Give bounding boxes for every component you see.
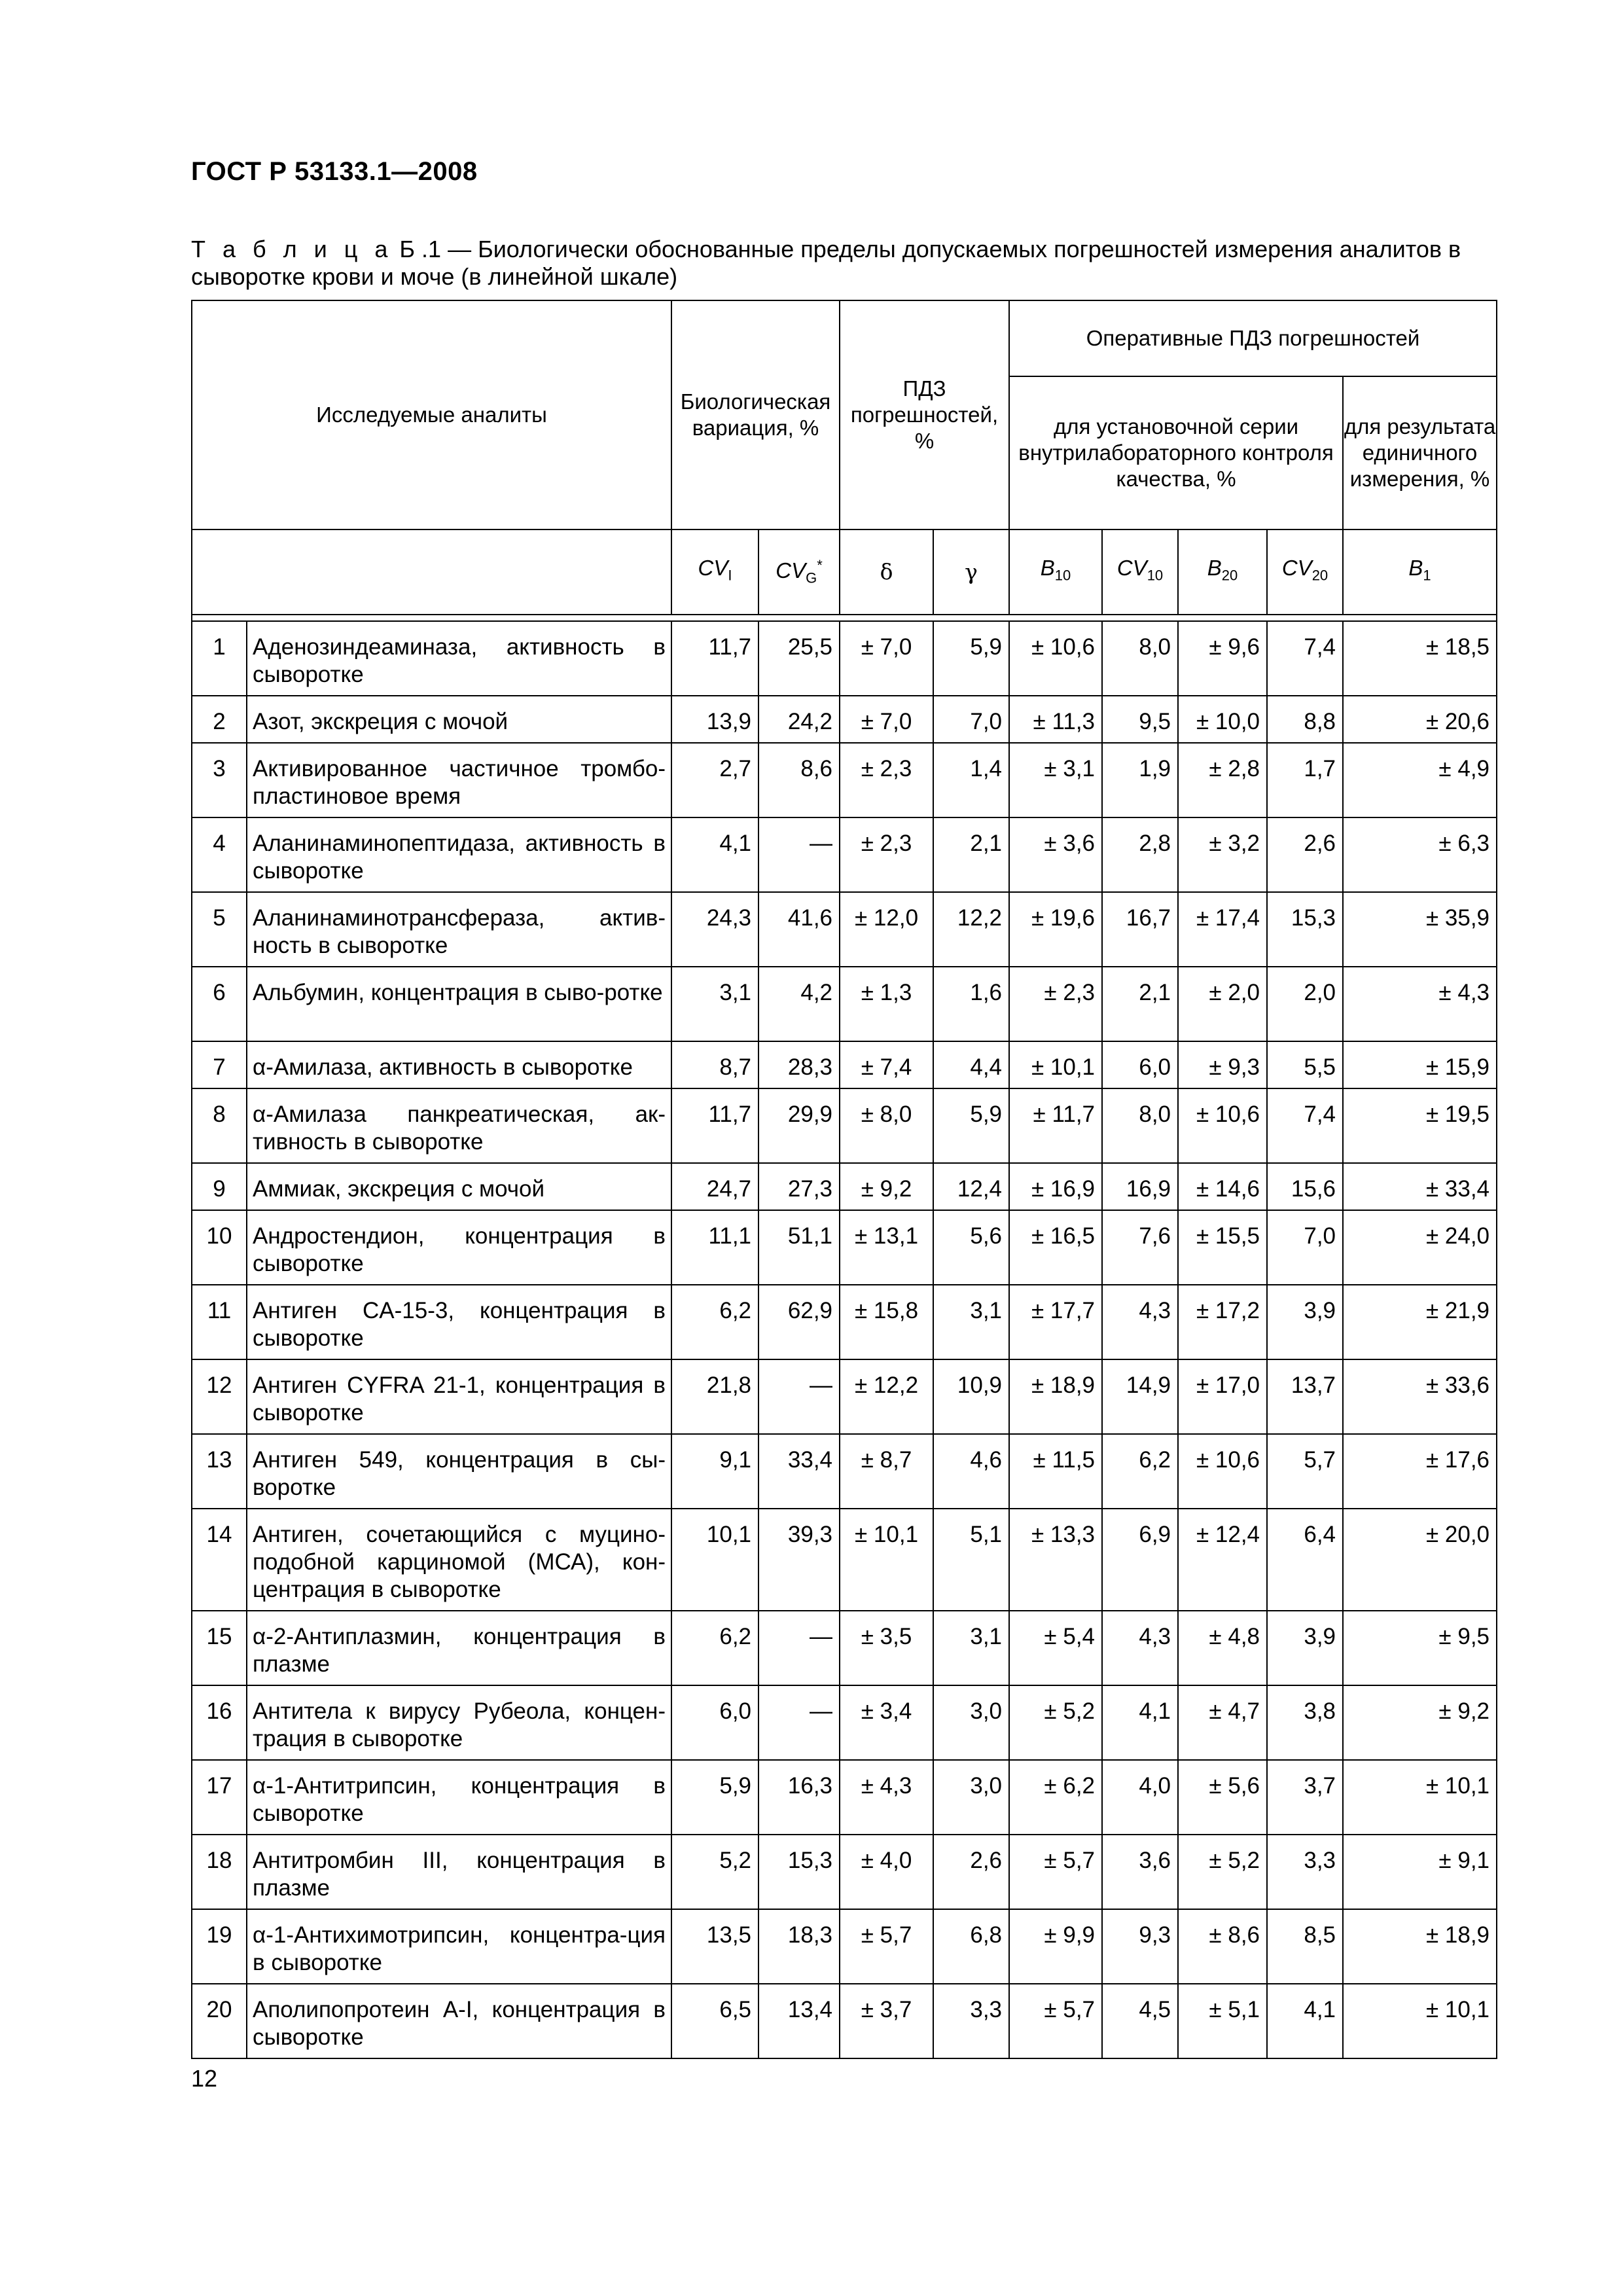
- delta-value: ± 9,2: [840, 1163, 933, 1210]
- b20-value: ± 17,4: [1178, 892, 1267, 967]
- b20-value: ± 10,0: [1178, 696, 1267, 743]
- delta-value: ± 5,7: [840, 1909, 933, 1984]
- delta-value: ± 12,2: [840, 1359, 933, 1434]
- caption-text: — Биологически обоснованные пределы допускаемых погрешностей измерения аналитов в сыворотке крови и моче (в линейной шкале): [191, 236, 1461, 290]
- b1-value: ± 24,0: [1343, 1210, 1497, 1285]
- b20-value: ± 3,2: [1178, 817, 1267, 892]
- b20-value: ± 17,0: [1178, 1359, 1267, 1434]
- cv-g-value: 24,2: [758, 696, 840, 743]
- caption-prefix: Т а б л и ц а: [191, 236, 393, 262]
- table-row: [192, 1685, 1497, 1760]
- gamma-value: 4,6: [933, 1434, 1009, 1509]
- b20-value: ± 2,8: [1178, 743, 1267, 817]
- analyte-name: Азот, экскреция с мочой: [247, 696, 671, 743]
- b20-value: ± 9,3: [1178, 1041, 1267, 1088]
- cv-i-value: 13,9: [671, 696, 758, 743]
- cv20-value: 3,8: [1267, 1685, 1343, 1760]
- cv-g-value: —: [758, 1685, 840, 1760]
- analyte-name: Андростендион, концентрация в сыворотке: [247, 1210, 671, 1285]
- analyte-name: Аполипопротеин А-I, концентрация в сыворотке: [247, 1984, 671, 2058]
- analyte-name: Антиген CA-15-3, концентрация в сыворотке: [247, 1285, 671, 1359]
- cv20-value: 2,6: [1267, 817, 1343, 892]
- header-operative: Оперативные ПДЗ погрешностей: [1009, 300, 1497, 376]
- delta-value: ± 7,0: [840, 621, 933, 696]
- b10-value: ± 16,5: [1009, 1210, 1102, 1285]
- cv20-value: 15,6: [1267, 1163, 1343, 1210]
- delta-value: ± 2,3: [840, 817, 933, 892]
- cv20-value: 7,4: [1267, 621, 1343, 696]
- cv10-value: 6,9: [1102, 1509, 1178, 1611]
- b10-value: ± 9,9: [1009, 1909, 1102, 1984]
- cv10-value: 4,0: [1102, 1760, 1178, 1835]
- delta-value: ± 2,3: [840, 743, 933, 817]
- analytes-table: [191, 300, 1497, 2059]
- symbol-cv10: $CV_{10}$: [1102, 529, 1178, 615]
- header-symbol-blank: [192, 529, 671, 615]
- b10-value: ± 19,6: [1009, 892, 1102, 967]
- gamma-value: 1,6: [933, 967, 1009, 1041]
- gamma-value: 4,4: [933, 1041, 1009, 1088]
- cv20-value: 1,7: [1267, 743, 1343, 817]
- table-body: [192, 621, 1497, 2058]
- cv-g-value: 41,6: [758, 892, 840, 967]
- analyte-name: α-Амилаза, активность в сыворотке: [247, 1041, 671, 1088]
- b10-value: ± 2,3: [1009, 967, 1102, 1041]
- b20-value: ± 14,6: [1178, 1163, 1267, 1210]
- b10-value: ± 3,6: [1009, 817, 1102, 892]
- row-number: 5: [192, 892, 247, 967]
- cv-g-value: 25,5: [758, 621, 840, 696]
- table-row: [192, 1359, 1497, 1434]
- gamma-value: 10,9: [933, 1359, 1009, 1434]
- analyte-name: α-1-Антитрипсин, концентрация в сыворотке: [247, 1760, 671, 1835]
- delta-value: ± 12,0: [840, 892, 933, 967]
- table-row: [192, 1611, 1497, 1685]
- cv10-value: 2,1: [1102, 967, 1178, 1041]
- b1-value: ± 18,9: [1343, 1909, 1497, 1984]
- table-row: [192, 1434, 1497, 1509]
- table-row: [192, 1835, 1497, 1909]
- table-row: [192, 1041, 1497, 1088]
- cv-g-value: 62,9: [758, 1285, 840, 1359]
- cv10-value: 16,7: [1102, 892, 1178, 967]
- row-number: 7: [192, 1041, 247, 1088]
- row-number: 20: [192, 1984, 247, 2058]
- row-number: 4: [192, 817, 247, 892]
- delta-value: ± 3,7: [840, 1984, 933, 2058]
- cv-g-value: —: [758, 1611, 840, 1685]
- cv20-value: 8,5: [1267, 1909, 1343, 1984]
- header-single: для результата единичного измерения, %: [1343, 376, 1497, 529]
- b20-value: ± 12,4: [1178, 1509, 1267, 1611]
- b1-value: ± 19,5: [1343, 1088, 1497, 1163]
- b1-value: ± 33,6: [1343, 1359, 1497, 1434]
- gamma-value: 2,1: [933, 817, 1009, 892]
- cv-i-value: 6,0: [671, 1685, 758, 1760]
- cv-i-value: 5,2: [671, 1835, 758, 1909]
- cv20-value: 4,1: [1267, 1984, 1343, 2058]
- b1-value: ± 4,9: [1343, 743, 1497, 817]
- b1-value: ± 4,3: [1343, 967, 1497, 1041]
- delta-value: ± 15,8: [840, 1285, 933, 1359]
- cv10-value: 6,0: [1102, 1041, 1178, 1088]
- delta-value: ± 10,1: [840, 1509, 933, 1611]
- table-row: [192, 1909, 1497, 1984]
- b1-value: ± 21,9: [1343, 1285, 1497, 1359]
- symbol-b10: $B_{10}$: [1009, 529, 1102, 615]
- cv-g-value: —: [758, 817, 840, 892]
- b1-value: ± 9,2: [1343, 1685, 1497, 1760]
- cv-i-value: 6,2: [671, 1285, 758, 1359]
- cv10-value: 8,0: [1102, 1088, 1178, 1163]
- cv20-value: 7,4: [1267, 1088, 1343, 1163]
- row-number: 14: [192, 1509, 247, 1611]
- cv20-value: 3,3: [1267, 1835, 1343, 1909]
- page-number: 12: [191, 2065, 218, 2092]
- b1-value: ± 10,1: [1343, 1984, 1497, 2058]
- symbol-gamma: γ: [933, 529, 1009, 615]
- gamma-value: 2,6: [933, 1835, 1009, 1909]
- delta-value: ± 8,0: [840, 1088, 933, 1163]
- row-number: 9: [192, 1163, 247, 1210]
- cv20-value: 5,7: [1267, 1434, 1343, 1509]
- cv10-value: 4,3: [1102, 1611, 1178, 1685]
- b1-value: ± 35,9: [1343, 892, 1497, 967]
- table-row: [192, 967, 1497, 1041]
- row-number: 13: [192, 1434, 247, 1509]
- analyte-name: Аммиак, экскреция с мочой: [247, 1163, 671, 1210]
- b1-value: ± 10,1: [1343, 1760, 1497, 1835]
- b1-value: ± 6,3: [1343, 817, 1497, 892]
- gamma-value: 12,4: [933, 1163, 1009, 1210]
- delta-value: ± 13,1: [840, 1210, 933, 1285]
- cv20-value: 8,8: [1267, 696, 1343, 743]
- gamma-value: 7,0: [933, 696, 1009, 743]
- row-number: 18: [192, 1835, 247, 1909]
- cv20-value: 15,3: [1267, 892, 1343, 967]
- row-number: 17: [192, 1760, 247, 1835]
- gamma-value: 1,4: [933, 743, 1009, 817]
- gamma-value: 3,1: [933, 1285, 1009, 1359]
- b1-value: ± 33,4: [1343, 1163, 1497, 1210]
- cv-i-value: 21,8: [671, 1359, 758, 1434]
- row-number: 16: [192, 1685, 247, 1760]
- b10-value: ± 11,7: [1009, 1088, 1102, 1163]
- cv-i-value: 3,1: [671, 967, 758, 1041]
- b20-value: ± 5,6: [1178, 1760, 1267, 1835]
- symbol-b1: $B_1$: [1343, 529, 1497, 615]
- delta-value: ± 4,3: [840, 1760, 933, 1835]
- b10-value: ± 6,2: [1009, 1760, 1102, 1835]
- b10-value: ± 13,3: [1009, 1509, 1102, 1611]
- b10-value: ± 10,6: [1009, 621, 1102, 696]
- cv-i-value: 6,5: [671, 1984, 758, 2058]
- analyte-name: α-2-Антиплазмин, концентрация в плазме: [247, 1611, 671, 1685]
- table-row: [192, 743, 1497, 817]
- analyte-name: Антитромбин III, концентрация в плазме: [247, 1835, 671, 1909]
- b10-value: ± 11,3: [1009, 696, 1102, 743]
- b20-value: ± 15,5: [1178, 1210, 1267, 1285]
- cv-i-value: 5,9: [671, 1760, 758, 1835]
- b10-value: ± 5,4: [1009, 1611, 1102, 1685]
- cv-i-value: 2,7: [671, 743, 758, 817]
- row-number: 2: [192, 696, 247, 743]
- analyte-name: α-Амилаза панкреатическая, ак-тивность в сыворотке: [247, 1088, 671, 1163]
- cv-g-value: 39,3: [758, 1509, 840, 1611]
- row-number: 12: [192, 1359, 247, 1434]
- b1-value: ± 9,1: [1343, 1835, 1497, 1909]
- table-row: [192, 1509, 1497, 1611]
- cv-i-value: 11,1: [671, 1210, 758, 1285]
- cv-i-value: 6,2: [671, 1611, 758, 1685]
- table-row: [192, 621, 1497, 696]
- analyte-name: Аденозиндеаминаза, активность в сыворотке: [247, 621, 671, 696]
- row-number: 1: [192, 621, 247, 696]
- cv-i-value: 24,3: [671, 892, 758, 967]
- delta-value: ± 3,4: [840, 1685, 933, 1760]
- cv10-value: 2,8: [1102, 817, 1178, 892]
- delta-value: ± 7,4: [840, 1041, 933, 1088]
- table-row: [192, 1088, 1497, 1163]
- row-number: 15: [192, 1611, 247, 1685]
- row-number: 8: [192, 1088, 247, 1163]
- analyte-name: Антитела к вирусу Рубеола, концен-трация в сыворотке: [247, 1685, 671, 1760]
- gamma-value: 12,2: [933, 892, 1009, 967]
- cv-g-value: 29,9: [758, 1088, 840, 1163]
- cv10-value: 9,3: [1102, 1909, 1178, 1984]
- cv-i-value: 8,7: [671, 1041, 758, 1088]
- b20-value: ± 10,6: [1178, 1434, 1267, 1509]
- table-row: [192, 892, 1497, 967]
- cv10-value: 1,9: [1102, 743, 1178, 817]
- cv-g-value: 15,3: [758, 1835, 840, 1909]
- b20-value: ± 2,0: [1178, 967, 1267, 1041]
- table-row: [192, 1163, 1497, 1210]
- gamma-value: 3,0: [933, 1685, 1009, 1760]
- delta-value: ± 8,7: [840, 1434, 933, 1509]
- gamma-value: 5,9: [933, 621, 1009, 696]
- cv-g-value: 4,2: [758, 967, 840, 1041]
- table-row: [192, 1760, 1497, 1835]
- analyte-name: Антиген CYFRA 21-1, концентрация в сыворотке: [247, 1359, 671, 1434]
- cv10-value: 7,6: [1102, 1210, 1178, 1285]
- cv10-value: 3,6: [1102, 1835, 1178, 1909]
- b10-value: ± 17,7: [1009, 1285, 1102, 1359]
- b1-value: ± 20,6: [1343, 696, 1497, 743]
- table-caption: [191, 236, 1493, 291]
- document-id: ГОСТ Р 53133.1—2008: [191, 157, 478, 186]
- b10-value: ± 5,7: [1009, 1835, 1102, 1909]
- analyte-name: Активированное частичное тромбо-пластиновое время: [247, 743, 671, 817]
- b20-value: ± 9,6: [1178, 621, 1267, 696]
- cv-g-value: 28,3: [758, 1041, 840, 1088]
- analyte-name: Аланинаминопептидаза, активность в сыворотке: [247, 817, 671, 892]
- b20-value: ± 5,2: [1178, 1835, 1267, 1909]
- cv20-value: 3,9: [1267, 1285, 1343, 1359]
- row-number: 19: [192, 1909, 247, 1984]
- b1-value: ± 17,6: [1343, 1434, 1497, 1509]
- cv10-value: 4,3: [1102, 1285, 1178, 1359]
- cv-g-value: 13,4: [758, 1984, 840, 2058]
- cv-i-value: 11,7: [671, 621, 758, 696]
- symbol-cv20: $CV_{20}$: [1267, 529, 1343, 615]
- delta-value: ± 1,3: [840, 967, 933, 1041]
- cv-g-value: 16,3: [758, 1760, 840, 1835]
- cv20-value: 3,7: [1267, 1760, 1343, 1835]
- symbol-cvi: $CV_I$: [671, 529, 758, 615]
- cv-i-value: 24,7: [671, 1163, 758, 1210]
- table-row: [192, 817, 1497, 892]
- cv20-value: 6,4: [1267, 1509, 1343, 1611]
- cv10-value: 9,5: [1102, 696, 1178, 743]
- b1-value: ± 20,0: [1343, 1509, 1497, 1611]
- b20-value: ± 10,6: [1178, 1088, 1267, 1163]
- row-number: 10: [192, 1210, 247, 1285]
- analyte-name: Антиген 549, концентрация в сы-воротке: [247, 1434, 671, 1509]
- gamma-value: 3,0: [933, 1760, 1009, 1835]
- symbol-cvg: $CV_G^*$: [758, 529, 840, 615]
- b1-value: ± 18,5: [1343, 621, 1497, 696]
- row-number: 3: [192, 743, 247, 817]
- table-row: [192, 1210, 1497, 1285]
- b20-value: ± 4,7: [1178, 1685, 1267, 1760]
- header-series: для установочной серии внутрилабораторного контроля качества, %: [1009, 376, 1343, 529]
- b1-value: ± 15,9: [1343, 1041, 1497, 1088]
- table-row: [192, 1984, 1497, 2058]
- cv-g-value: 33,4: [758, 1434, 840, 1509]
- cv-i-value: 9,1: [671, 1434, 758, 1509]
- gamma-value: 5,6: [933, 1210, 1009, 1285]
- cv10-value: 6,2: [1102, 1434, 1178, 1509]
- cv10-value: 8,0: [1102, 621, 1178, 696]
- b10-value: ± 5,7: [1009, 1984, 1102, 2058]
- cv-i-value: 13,5: [671, 1909, 758, 1984]
- b10-value: ± 16,9: [1009, 1163, 1102, 1210]
- cv-i-value: 11,7: [671, 1088, 758, 1163]
- delta-value: ± 7,0: [840, 696, 933, 743]
- header-analytes: Исследуемые аналиты: [192, 300, 671, 529]
- b20-value: ± 8,6: [1178, 1909, 1267, 1984]
- table-row: [192, 1285, 1497, 1359]
- gamma-value: 5,9: [933, 1088, 1009, 1163]
- cv-g-value: 8,6: [758, 743, 840, 817]
- gamma-value: 6,8: [933, 1909, 1009, 1984]
- table-row: [192, 696, 1497, 743]
- analyte-name: α-1-Антихимотрипсин, концентра-ция в сыворотке: [247, 1909, 671, 1984]
- cv-i-value: 4,1: [671, 817, 758, 892]
- b10-value: ± 5,2: [1009, 1685, 1102, 1760]
- b10-value: ± 11,5: [1009, 1434, 1102, 1509]
- b20-value: ± 4,8: [1178, 1611, 1267, 1685]
- cv10-value: 14,9: [1102, 1359, 1178, 1434]
- delta-value: ± 3,5: [840, 1611, 933, 1685]
- gamma-value: 3,3: [933, 1984, 1009, 2058]
- cv20-value: 3,9: [1267, 1611, 1343, 1685]
- analyte-name: Антиген, сочетающийся с муцино-подобной карциномой (МСА), кон-центрация в сыворотке: [247, 1509, 671, 1611]
- header-pdz: ПДЗ погрешностей, %: [840, 300, 1009, 529]
- cv-g-value: 18,3: [758, 1909, 840, 1984]
- b10-value: ± 3,1: [1009, 743, 1102, 817]
- symbol-b20: $B_{20}$: [1178, 529, 1267, 615]
- cv20-value: 5,5: [1267, 1041, 1343, 1088]
- cv10-value: 4,1: [1102, 1685, 1178, 1760]
- caption-number: Б .1: [393, 236, 442, 262]
- gamma-value: 3,1: [933, 1611, 1009, 1685]
- analyte-name: Аланинаминотрансфераза, актив-ность в сыворотке: [247, 892, 671, 967]
- b1-value: ± 9,5: [1343, 1611, 1497, 1685]
- cv20-value: 7,0: [1267, 1210, 1343, 1285]
- symbol-delta: δ: [840, 529, 933, 615]
- cv10-value: 16,9: [1102, 1163, 1178, 1210]
- header-separator: [192, 615, 1497, 621]
- row-number: 6: [192, 967, 247, 1041]
- cv10-value: 4,5: [1102, 1984, 1178, 2058]
- row-number: 11: [192, 1285, 247, 1359]
- b20-value: ± 5,1: [1178, 1984, 1267, 2058]
- b20-value: ± 17,2: [1178, 1285, 1267, 1359]
- cv-g-value: —: [758, 1359, 840, 1434]
- analyte-name: Альбумин, концентрация в сыво-ротке: [247, 967, 671, 1041]
- table-header: [192, 300, 1497, 621]
- header-bio-variation: Биологическая вариация, %: [671, 300, 840, 529]
- cv-g-value: 51,1: [758, 1210, 840, 1285]
- cv20-value: 13,7: [1267, 1359, 1343, 1434]
- gamma-value: 5,1: [933, 1509, 1009, 1611]
- cv20-value: 2,0: [1267, 967, 1343, 1041]
- delta-value: ± 4,0: [840, 1835, 933, 1909]
- cv-g-value: 27,3: [758, 1163, 840, 1210]
- cv-i-value: 10,1: [671, 1509, 758, 1611]
- b10-value: ± 18,9: [1009, 1359, 1102, 1434]
- b10-value: ± 10,1: [1009, 1041, 1102, 1088]
